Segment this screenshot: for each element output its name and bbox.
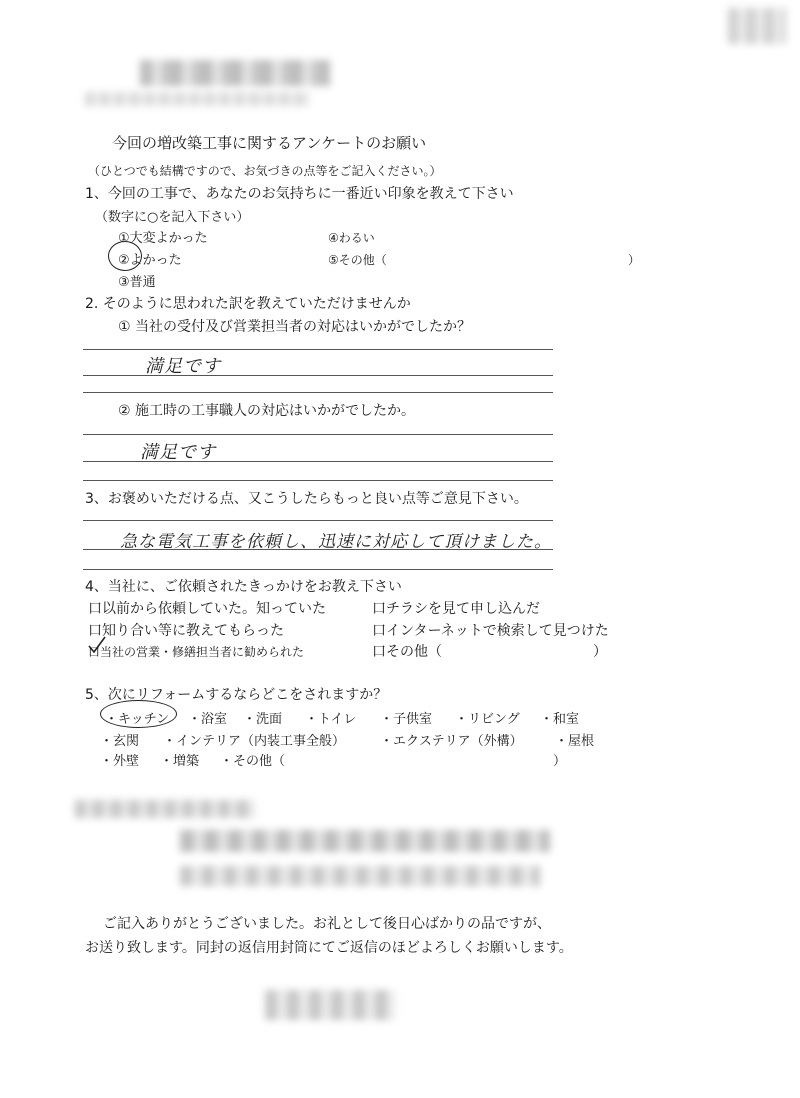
q4-option-acquaintance[interactable]: 口知り合い等に教えてもらった: [88, 623, 284, 639]
redacted-header-name: [140, 60, 330, 86]
closing-line-2: お送り致します。同封の返信用封筒にてご返信のほどよろしくお願いします。: [85, 940, 573, 956]
q5-option-interior[interactable]: ・インテリア（内装工事全般）: [163, 734, 346, 749]
redacted-corner: [728, 8, 786, 44]
q1-option-1: ①大変よかった: [118, 231, 208, 246]
q4-question: 4、当社に、ご依頼されたきっかけをお教え下さい: [85, 579, 402, 595]
q2-answer2-line-3: [83, 480, 553, 481]
q2-answer1-line-1: [83, 349, 553, 350]
closing-line-1: ご記入ありがとうございました。お礼として後日心ばかりの品ですが、: [103, 916, 551, 932]
q3-answer-line-2: [83, 549, 553, 550]
q5-option-entrance[interactable]: ・玄関: [100, 734, 140, 749]
q1-note: （数字に○を記入下さい）: [95, 210, 250, 225]
q5-option-extension[interactable]: ・増築: [160, 754, 200, 769]
q5-option-washroom[interactable]: ・洗面: [243, 712, 283, 727]
q3-answer-line-3: [83, 569, 553, 570]
survey-subtitle: （ひとつでも結構ですので、お気づきの点等をご記入ください。）: [88, 164, 442, 178]
q4-option-previous[interactable]: 口以前から依頼していた。知っていた: [88, 601, 326, 617]
q1-option-2: ②よかった: [118, 253, 182, 268]
redacted-company-address: [180, 830, 550, 852]
q1-other-close: ）: [628, 253, 641, 267]
q5-question: 5、次にリフォームするならどこをされますか？: [85, 687, 388, 703]
q2-answer1-line-2: [83, 375, 553, 376]
q3-answer[interactable]: 急な電気工事を依頼し、迅速に対応して頂けました。: [120, 532, 552, 552]
redacted-header-address: [85, 92, 310, 106]
q4-checkmark-icon: [86, 634, 108, 656]
redacted-company-name: [75, 800, 255, 818]
q3-question: 3、お褒めいただける点、又こうしたらもっと良い点等ご意見下さい。: [85, 491, 528, 507]
q2-answer2[interactable]: 満足です: [140, 442, 216, 463]
q5-option-exterior[interactable]: ・エクステリア（外構）: [380, 734, 523, 749]
q1-option-4: ④わるい: [328, 231, 375, 245]
q2-question: 2. そのように思われた訳を教えていただけませんか: [85, 296, 411, 312]
q5-option-bath[interactable]: ・浴室: [188, 712, 228, 727]
q2-answer1-line-3: [83, 392, 553, 393]
q5-option-kitchen[interactable]: ・キッチン: [105, 712, 170, 727]
q2-answer2-line-1: [83, 434, 553, 435]
survey-title: 今回の増改築工事に関するアンケートのお願い: [112, 134, 427, 152]
q2-answer2-line-2: [83, 461, 553, 462]
q1-question: 1、今回の工事で、あなたのお気持ちに一番近い印象を教えて下さい: [85, 186, 514, 202]
q2-sub2: ② 施工時の工事職人の対応はいかがでしたか。: [118, 403, 415, 419]
q5-option-toilet[interactable]: ・トイレ: [305, 712, 357, 727]
q5-option-roof[interactable]: ・屋根: [555, 734, 595, 749]
redacted-footer: [265, 990, 395, 1020]
q4-option-flyer[interactable]: 口チラシを見て申し込んだ: [372, 601, 540, 617]
q5-option-living[interactable]: ・リビング: [455, 712, 520, 727]
q1-option-5: ⑤その他（: [328, 253, 387, 267]
q2-answer1[interactable]: 満足です: [145, 356, 221, 377]
q1-option-3: ③普通: [118, 275, 156, 290]
q4-option-other[interactable]: 口その他（: [372, 644, 442, 660]
q1-selected-circle: [108, 241, 142, 271]
q5-selected-circle: [100, 700, 177, 728]
q5-option-japanese-room[interactable]: ・和室: [540, 712, 580, 727]
q3-answer-line-1: [83, 520, 553, 521]
redacted-company-contact: [180, 866, 540, 886]
q5-option-other[interactable]: ・その他（: [220, 754, 286, 769]
q5-option-kids-room[interactable]: ・子供室: [380, 712, 433, 727]
q4-other-close: ）: [593, 644, 607, 660]
q5-other-close: ）: [553, 754, 567, 769]
q4-option-sales-rep[interactable]: 口当社の営業・修繕担当者に勧められた: [88, 645, 305, 659]
q2-sub1: ① 当社の受付及び営業担当者の対応はいかがでしたか？: [118, 319, 471, 335]
q4-option-internet[interactable]: 口インターネットで検索して見つけた: [372, 623, 609, 639]
q5-option-outer-wall[interactable]: ・外壁: [100, 754, 140, 769]
